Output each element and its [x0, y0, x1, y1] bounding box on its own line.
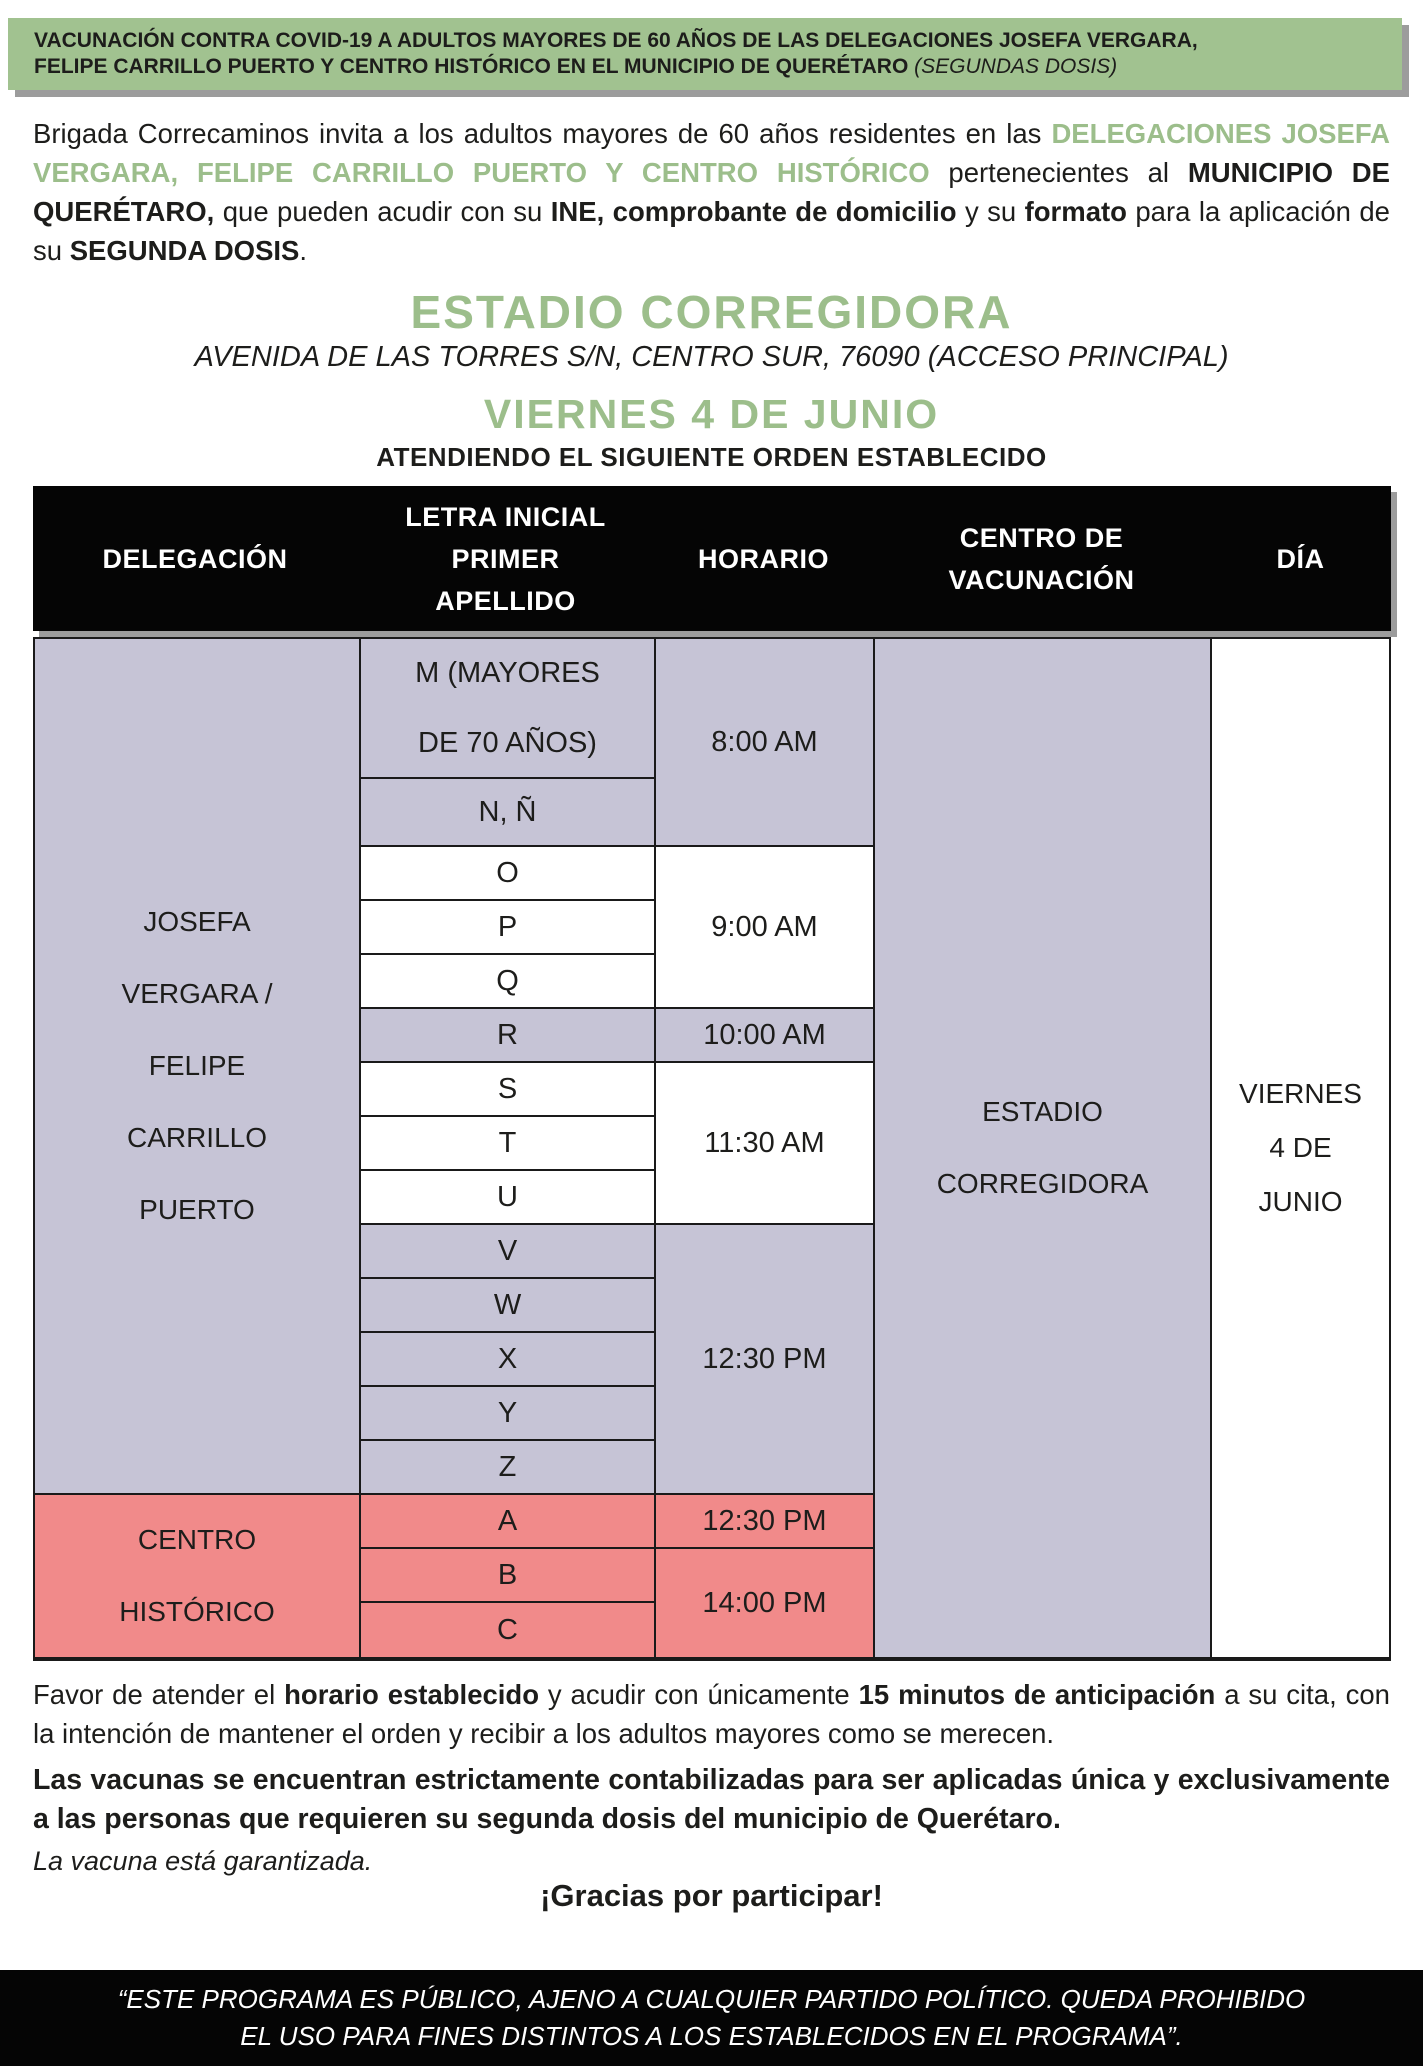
text-segment: formato: [1024, 196, 1127, 227]
cell-line: VACUNACIÓN: [948, 564, 1135, 595]
cell-line: VERGARA /: [121, 978, 273, 1009]
cell-line: FELIPE: [148, 1050, 246, 1081]
cell-line: CENTRO DE: [959, 522, 1124, 553]
cell-line: 4 DE: [1269, 1132, 1332, 1163]
schedule-table: [33, 486, 1391, 1661]
cell-line: Y: [497, 1397, 518, 1429]
cell-line: 9:00 AM: [711, 911, 818, 943]
text-segment: INE, comprobante de domicilio: [550, 196, 957, 227]
cell-line: JOSEFA: [143, 906, 251, 937]
cell-line: ESTADIO: [982, 1096, 1103, 1127]
delegation-cell: [35, 1495, 359, 1657]
cell-line: 12:30 PM: [702, 1343, 827, 1375]
cell-line: 12:30 PM: [702, 1505, 827, 1537]
cell-line: A: [497, 1505, 518, 1537]
order-subtitle: ATENDIENDO EL SIGUIENTE ORDEN ESTABLECIDO: [376, 442, 1047, 472]
bottom-banner: [0, 1970, 1423, 2066]
cell-line: PUERTO: [139, 1194, 255, 1225]
text-segment: a su cita, con la intención de mantener el orden y recibir a los adultos mayores como se merecen.: [33, 1679, 1390, 1749]
cell-line: Q: [496, 965, 519, 997]
text-segment: horario establecido: [284, 1679, 540, 1710]
text-segment: para la aplicación de su: [33, 196, 1390, 266]
venue-address: AVENIDA DE LAS TORRES S/N, CENTRO SUR, 76090 (ACCESO PRINCIPAL): [194, 341, 1229, 373]
cell-line: X: [497, 1343, 518, 1375]
text-segment: MUNICIPIO DE QUERÉTARO,: [33, 157, 1390, 227]
date-title: VIERNES 4 DE JUNIO: [483, 391, 940, 437]
cell-line: DELEGACIÓN: [102, 543, 288, 574]
cell-line: V: [497, 1235, 518, 1267]
column-header: [1210, 486, 1391, 631]
cell-line: N, Ñ: [478, 796, 537, 828]
cell-line: P: [497, 911, 518, 943]
footer-paragraph-1: [33, 1675, 1390, 1753]
column-header: [357, 486, 654, 631]
cell-line: W: [493, 1289, 522, 1321]
time-cell: [656, 1495, 875, 1549]
cell-line: HISTÓRICO: [119, 1596, 275, 1627]
cell-line: CENTRO: [137, 1524, 257, 1555]
cell-line: 8:00 AM: [711, 726, 818, 758]
venue-title: ESTADIO CORREGIDORA: [410, 286, 1013, 338]
text-segment: y acudir con únicamente: [539, 1679, 859, 1710]
top-banner-line2: [34, 54, 1376, 80]
cell-line: C: [497, 1614, 518, 1646]
column-header: [33, 486, 357, 631]
cell-line: DÍA: [1276, 543, 1325, 574]
time-cell: [656, 639, 875, 847]
text-segment: Favor de atender el: [33, 1679, 285, 1710]
time-cell: [656, 1225, 875, 1495]
disclaimer-line2: EL USO PARA FINES DISTINTOS A LOS ESTABLECIDOS EN EL PROGRAMA”.: [240, 2021, 1183, 2051]
cell-line: S: [497, 1073, 518, 1105]
time-cell: [656, 847, 875, 1009]
cell-line: 10:00 AM: [703, 1019, 826, 1051]
cell-line: T: [498, 1127, 517, 1159]
table-body: [33, 637, 1391, 1661]
guarantee-note: La vacuna está garantizada.: [33, 1846, 373, 1876]
delegation-cell: [35, 639, 359, 1495]
disclaimer-line1: “ESTE PROGRAMA ES PÚBLICO, AJENO A CUALQUIER PARTIDO POLÍTICO. QUEDA PROHIBIDO: [117, 1984, 1306, 2014]
cell-line: M (MAYORES: [415, 657, 600, 689]
cell-line: R: [497, 1019, 518, 1051]
cell-line: HORARIO: [698, 543, 829, 574]
text-segment: 15 minutos de anticipación: [858, 1679, 1216, 1710]
thanks-message: ¡Gracias por participar!: [540, 1878, 883, 1913]
footer-paragraph-2: Las vacunas se encuentran estrictamente contabilizadas para ser aplicadas única y exclusivamente a las personas que requieren su segunda dosis del municipio de Querétaro.: [33, 1764, 1390, 1835]
top-banner-line1: VACUNACIÓN CONTRA COVID-19 A ADULTOS MAYORES DE 60 AÑOS DE LAS DELEGACIONES JOSEFA VERGARA,: [34, 29, 1198, 52]
text-segment: .: [299, 235, 308, 266]
time-cell: [656, 1063, 875, 1225]
top-banner-line2-bold: FELIPE CARRILLO PUERTO Y CENTRO HISTÓRICO EN EL MUNICIPIO DE QUERÉTARO: [34, 55, 915, 78]
letter-cell: [359, 639, 656, 779]
cell-line: U: [497, 1181, 518, 1213]
text-segment: SEGUNDA DOSIS: [69, 235, 300, 266]
cell-line: DE 70 AÑOS): [418, 727, 597, 759]
time-cell: [656, 1549, 875, 1657]
venue-cell: [875, 639, 1212, 1657]
letter-cell: [359, 1603, 656, 1657]
table-header-row: [33, 486, 1391, 631]
letter-cell: [359, 779, 656, 847]
top-banner: [8, 18, 1402, 90]
time-cell: [656, 1009, 875, 1063]
cell-line: Z: [498, 1451, 517, 1483]
cell-line: JUNIO: [1258, 1186, 1343, 1217]
top-banner-line2-italic: (SEGUNDAS DOSIS): [914, 55, 1118, 78]
cell-line: 11:30 AM: [704, 1127, 825, 1159]
cell-line: PRIMER: [451, 543, 560, 574]
cell-line: B: [497, 1559, 518, 1591]
text-segment: Brigada Correcaminos invita a los adultos mayores de 60 años residentes en las: [33, 118, 1052, 149]
text-segment: y su: [956, 196, 1025, 227]
text-segment: pertenecientes al: [929, 157, 1188, 188]
intro-paragraph: [33, 114, 1390, 270]
cell-line: APELLIDO: [435, 585, 576, 616]
cell-line: O: [496, 857, 519, 889]
column-header: [873, 486, 1210, 631]
vaccination-flyer: [0, 18, 1423, 2066]
cell-line: LETRA INICIAL: [405, 501, 606, 532]
cell-line: 14:00 PM: [702, 1587, 827, 1619]
cell-line: CARRILLO: [126, 1122, 268, 1153]
text-segment: DELEGACIONES JOSEFA VERGARA, FELIPE CARRILLO PUERTO Y CENTRO HISTÓRICO: [33, 118, 1390, 188]
cell-line: VIERNES: [1239, 1078, 1362, 1109]
day-cell: [1212, 639, 1389, 1657]
cell-line: CORREGIDORA: [936, 1168, 1149, 1199]
text-segment: que pueden acudir con su: [214, 196, 551, 227]
column-header: [654, 486, 873, 631]
